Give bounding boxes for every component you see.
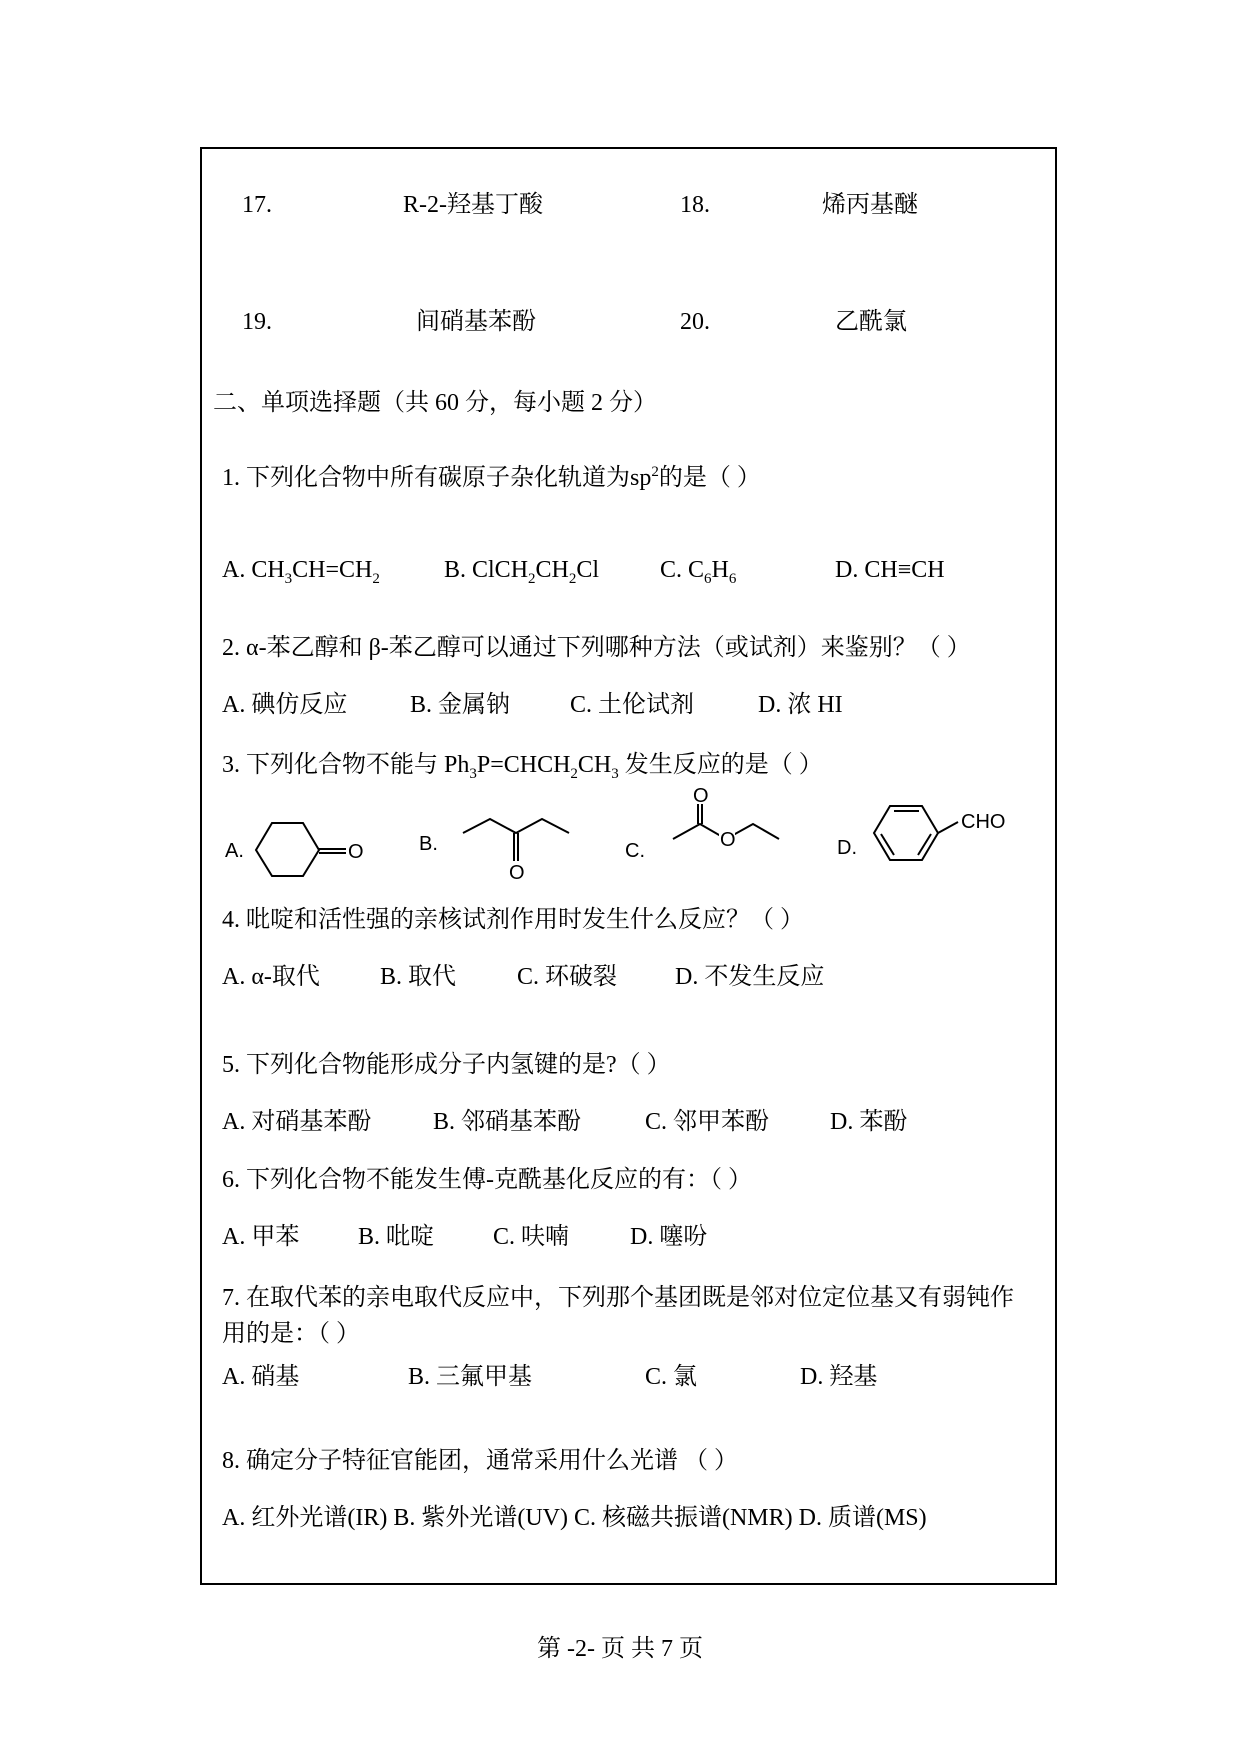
- oxygen-c-top: O: [693, 785, 709, 807]
- q4-option-c: C. 环破裂: [517, 964, 618, 990]
- naming-name-20: 乙酰氯: [835, 309, 907, 335]
- benzene-ring: [874, 806, 938, 860]
- question-1: 1. 下列化合物中所有碳原子杂化轨道为$sp^2$的是（ ）: [222, 464, 761, 491]
- q7-option-d: D. 羟基: [800, 1364, 878, 1390]
- q1-option-c: C. $C_6H_6$: [660, 557, 737, 587]
- q4-option-b: B. 取代: [380, 964, 457, 990]
- q2-option-b: B. 金属钠: [410, 692, 511, 718]
- q6-option-a: A. 甲苯: [222, 1224, 300, 1250]
- label-b: B.: [419, 833, 438, 855]
- q5-option-d: D. 苯酚: [830, 1109, 908, 1135]
- naming-num-20: 20.: [680, 309, 710, 335]
- question-3: 3. 下列化合物不能与 $Ph_3P=CHCH_2CH_3$ 发生反应的是（ ）: [222, 752, 823, 782]
- q2-option-d: D. 浓 HI: [758, 692, 843, 718]
- q6-option-d: D. 噻吩: [630, 1224, 708, 1250]
- question-4: 4. 吡啶和活性强的亲核试剂作用时发生什么反应？（ ）: [222, 907, 804, 933]
- label-a: A.: [225, 840, 244, 862]
- aromatic-bond-3: [918, 834, 931, 855]
- label-c: C.: [625, 840, 645, 862]
- oxygen-b: O: [509, 862, 525, 880]
- q1-option-b: B. $ClCH_2CH_2Cl$: [444, 557, 600, 587]
- q7-option-a: A. 硝基: [222, 1364, 300, 1390]
- q1-option-a: A. $CH_3CH=CH_2$: [222, 557, 380, 587]
- question-8: 8. 确定分子特征官能团，通常采用什么光谱 （ ）: [222, 1448, 738, 1474]
- oxygen-c-ester: O: [720, 829, 736, 851]
- label-d: D.: [837, 837, 857, 859]
- page-footer: 第 -2- 页 共 7 页: [537, 1636, 703, 1662]
- q6-option-c: C. 呋喃: [493, 1224, 570, 1250]
- naming-name-17: R-2-羟基丁酸: [403, 192, 543, 218]
- q6-option-b: B. 吡啶: [358, 1224, 435, 1250]
- question-2: 2. α-苯乙醇和 β-苯乙醇可以通过下列哪种方法（或试剂）来鉴别？（ ）: [222, 635, 971, 661]
- pentanone-chain: [463, 819, 569, 833]
- q3-structures: [200, 780, 1057, 880]
- question-7: 7. 在取代苯的亲电取代反应中，下列那个基团既是邻对位定位基又有弱钝作用的是：（ ）: [222, 1285, 1014, 1347]
- question-5: 5. 下列化合物能形成分子内氢键的是?（ ）: [222, 1052, 671, 1078]
- naming-num-19: 19.: [242, 309, 272, 335]
- q4-option-d: D. 不发生反应: [675, 964, 825, 990]
- oxygen-a: O: [348, 841, 364, 863]
- q2-option-a: A. 碘仿反应: [222, 692, 348, 718]
- q5-option-a: A. 对硝基苯酚: [222, 1109, 372, 1135]
- naming-num-17: 17.: [242, 192, 272, 218]
- naming-name-18: 烯丙基醚: [822, 192, 918, 218]
- q8-options: A. 红外光谱(IR) B. 紫外光谱(UV) C. 核磁共振谱(NMR) D. 质谱(MS): [222, 1505, 927, 1531]
- naming-num-18: 18.: [680, 192, 710, 218]
- question-6: 6. 下列化合物不能发生傅-克酰基化反应的有：（ ）: [222, 1167, 752, 1193]
- q7-option-b: B. 三氟甲基: [408, 1364, 533, 1390]
- naming-name-19: 间硝基苯酚: [416, 309, 536, 335]
- section-title: 二、单项选择题（共 60 分，每小题 2 分）: [213, 390, 657, 416]
- aldehyde-group: CHO: [961, 811, 1006, 833]
- q5-option-c: C. 邻甲苯酚: [645, 1109, 770, 1135]
- q7-option-c: C. 氯: [645, 1364, 698, 1390]
- cyclohexane-ring: [256, 823, 319, 876]
- aldehyde-bond: [938, 822, 958, 833]
- aromatic-bond-2: [881, 834, 894, 855]
- q5-option-b: B. 邻硝基苯酚: [433, 1109, 582, 1135]
- q4-option-a: A. α-取代: [222, 964, 320, 990]
- q1-option-d: D. CH≡CH: [835, 557, 945, 583]
- q2-option-c: C. 土伦试剂: [570, 692, 695, 718]
